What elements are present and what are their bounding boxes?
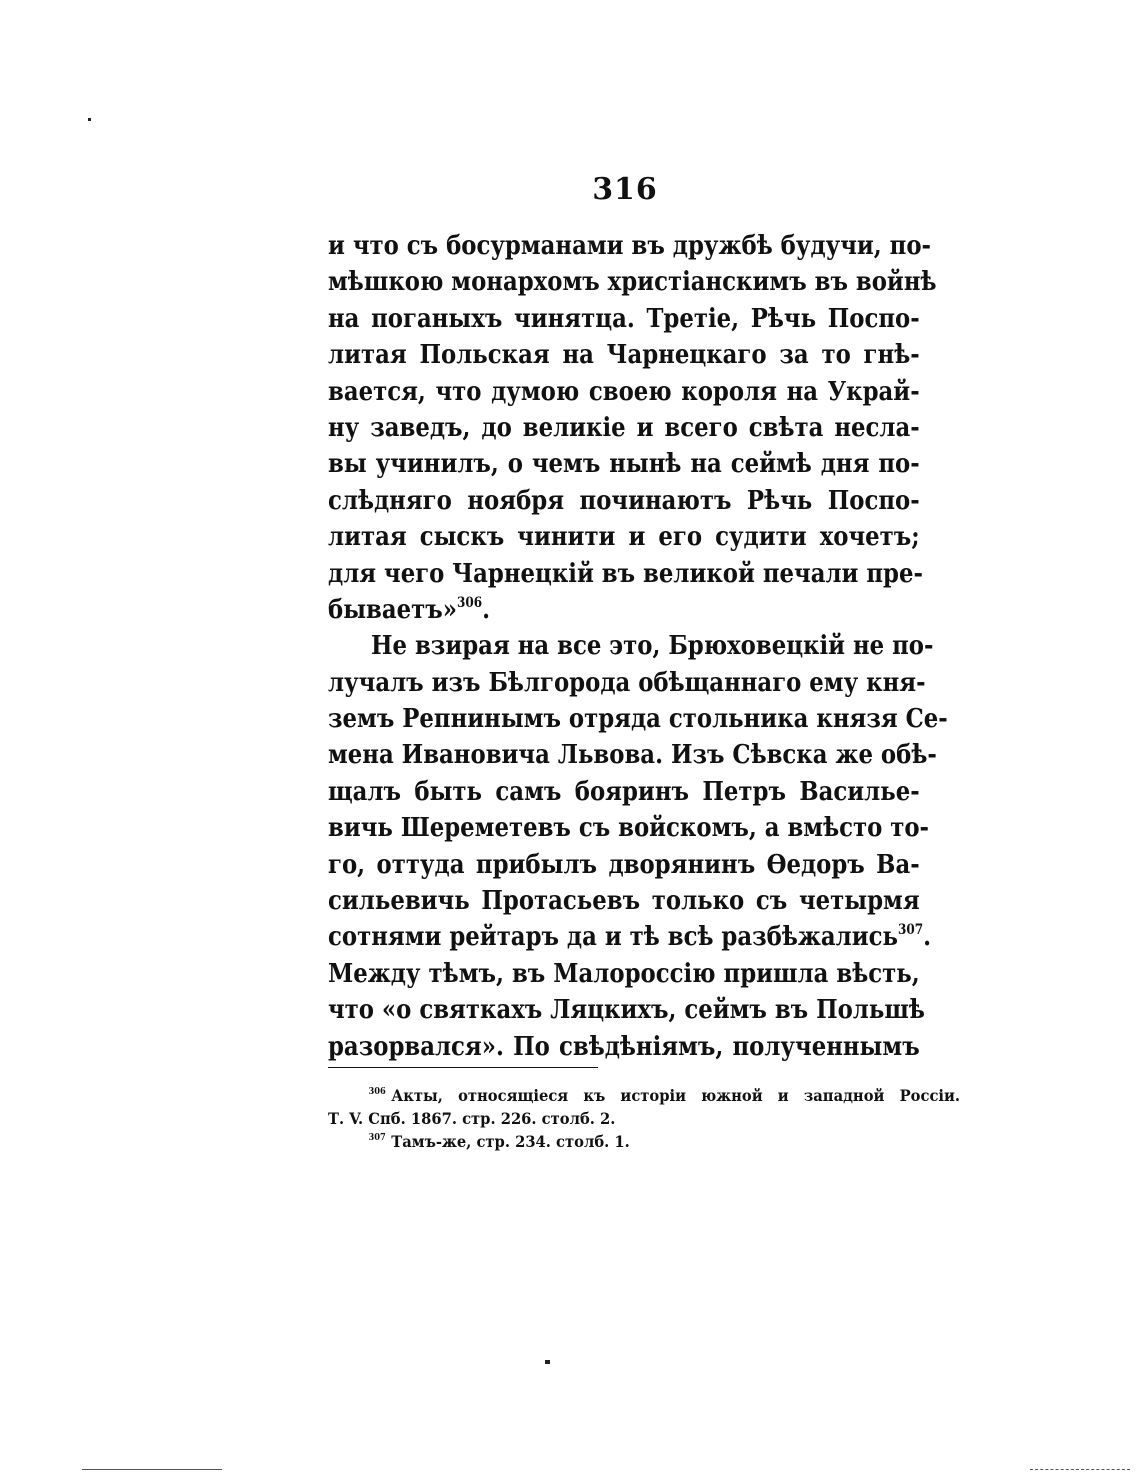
text-line: разорвался». По свѣдѣніямъ, полученнымъ [328, 1030, 920, 1062]
text-line: мена Ивановича Львова. Изъ Сѣвска же обѣ- [328, 739, 937, 771]
text-line: вается, что думою своею короля на Украй- [328, 375, 920, 407]
footnote-text: Тамъ-же, стр. 234. столб. 1. [391, 1132, 630, 1151]
text-line: и что съ босурманами въ дружбѣ будучи, по- [328, 230, 932, 261]
text-line: вы учинилъ, о чемъ нынѣ на сеймѣ дня по- [328, 448, 920, 480]
footnote-mark: 307 [368, 1133, 386, 1143]
text-line: сильевичь Протасьевъ только съ четырмя [328, 885, 920, 917]
footnote-line [328, 1084, 960, 1107]
scan-speck [88, 118, 91, 121]
text-fragment: сотнями рейтаръ да и тѣ всѣ разбѣжались [328, 921, 898, 953]
text-line: на поганыхъ чинятца. Третіе, Рѣчь Поспо- [328, 302, 920, 334]
scan-edge-line [82, 1469, 222, 1470]
main-text [328, 228, 948, 1065]
text-line [328, 919, 932, 955]
text-fragment: . [482, 593, 491, 625]
text-line: Между тѣмъ, въ Малороссію пришла вѣсть, [328, 957, 920, 989]
footnote-reference: 306 [457, 594, 483, 611]
text-line: ну заведъ, до великіе и всего свѣта несла- [328, 411, 920, 443]
scan-speck [545, 1360, 550, 1364]
text-line: слѣдняго ноября починаютъ Рѣчь Поспо- [328, 484, 920, 516]
text-line: Не взирая на все это, Брюховецкій не по- [371, 630, 934, 662]
text-line [328, 592, 920, 628]
text-fragment: . [923, 921, 932, 953]
text-line: го, оттуда прибылъ дворянинъ Ѳедоръ Ва- [328, 848, 920, 880]
text-line: литая Польская на Чарнецкаго за то гнѣ- [328, 339, 920, 371]
text-line: что «о святкахъ Ляцкихъ, сеймъ въ Польшѣ [328, 994, 925, 1026]
footnote-reference: 307 [897, 922, 924, 939]
scan-edge-line [1030, 1469, 1130, 1470]
footnote-mark: 306 [368, 1087, 386, 1097]
text-fragment: бываетъ» [328, 593, 457, 625]
text-line: вичь Шереметевъ съ войскомъ, а вмѣсто то- [328, 812, 930, 844]
text-line: литая сыскъ чинити и его судити хочетъ; [328, 521, 920, 553]
text-line: щалъ быть самъ бояринъ Петръ Василье- [328, 775, 920, 807]
footnote-divider [328, 1067, 598, 1068]
text-line: земъ Репнинымъ отряда стольника князя Се- [328, 703, 948, 735]
text-line: лучалъ изъ Бѣлгорода обѣщаннаго ему кня- [328, 666, 926, 698]
text-line: мѣшкою монархомъ христіанскимъ въ войнѣ [328, 266, 937, 298]
footnotes [328, 1084, 961, 1153]
footnote-text: Акты, относящіеся къ исторіи южной и западной Россіи. [391, 1086, 961, 1105]
page-number: 316 [592, 172, 658, 207]
footnote-line [328, 1130, 873, 1153]
footnote-line: Т. V. Спб. 1867. стр. 226. столб. 2. [328, 1109, 616, 1128]
text-line: для чего Чарнецкій въ великой печали пре- [328, 557, 923, 589]
